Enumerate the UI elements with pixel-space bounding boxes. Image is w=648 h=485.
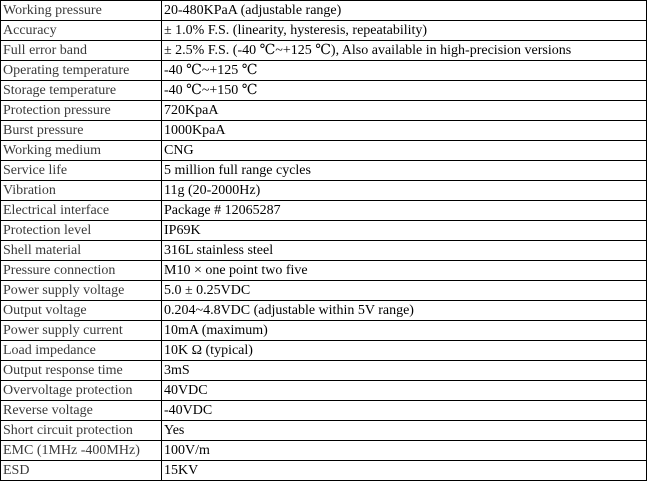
parameter-value-cell: 11g (20-2000Hz)	[162, 181, 647, 201]
parameter-value-cell: CNG	[162, 141, 647, 161]
parameter-value-cell: M10 × one point two five	[162, 261, 647, 281]
parameter-name-cell: Protection level	[1, 221, 162, 241]
parameter-name-cell: Protection pressure	[1, 101, 162, 121]
parameter-name-cell: Service life	[1, 161, 162, 181]
parameter-value-cell: -40VDC	[162, 401, 647, 421]
parameter-name-cell: Short circuit protection	[1, 421, 162, 441]
parameter-name-cell: Electrical interface	[1, 201, 162, 221]
table-row	[1, 341, 647, 361]
parameter-name-cell: Working pressure	[1, 1, 162, 21]
parameter-name-cell: Operating temperature	[1, 61, 162, 81]
parameter-value-cell: ± 1.0% F.S. (linearity, hysteresis, repeatability)	[162, 21, 647, 41]
table-row	[1, 41, 647, 61]
parameter-name-cell: Working medium	[1, 141, 162, 161]
table-row	[1, 81, 647, 101]
table-row	[1, 361, 647, 381]
table-row	[1, 321, 647, 341]
table-row	[1, 121, 647, 141]
parameter-value-cell: 20-480KPaA (adjustable range)	[162, 1, 647, 21]
table-row	[1, 401, 647, 421]
parameter-name-cell: Output response time	[1, 361, 162, 381]
parameter-value-cell: Package # 12065287	[162, 201, 647, 221]
spec-table-body	[1, 1, 647, 481]
parameter-value-cell: 1000KpaA	[162, 121, 647, 141]
parameter-value-cell: 100V/m	[162, 441, 647, 461]
parameter-name-cell: Vibration	[1, 181, 162, 201]
parameter-name-cell: Pressure connection	[1, 261, 162, 281]
parameter-name-cell: Accuracy	[1, 21, 162, 41]
parameter-value-cell: 720KpaA	[162, 101, 647, 121]
table-row	[1, 141, 647, 161]
parameter-value-cell: 40VDC	[162, 381, 647, 401]
parameter-value-cell: -40 ℃~+125 ℃	[162, 61, 647, 81]
parameter-name-cell: Power supply voltage	[1, 281, 162, 301]
table-row	[1, 181, 647, 201]
parameter-name-cell: Output voltage	[1, 301, 162, 321]
parameter-value-cell: IP69K	[162, 221, 647, 241]
table-row	[1, 441, 647, 461]
table-row	[1, 201, 647, 221]
parameter-name-cell: Storage temperature	[1, 81, 162, 101]
parameter-name-cell: Power supply current	[1, 321, 162, 341]
parameter-value-cell: ± 2.5% F.S. (-40 ℃~+125 ℃), Also available in high-precision versions	[162, 41, 647, 61]
table-row	[1, 301, 647, 321]
parameter-name-cell: Shell material	[1, 241, 162, 261]
table-row	[1, 381, 647, 401]
parameter-value-cell: Yes	[162, 421, 647, 441]
parameter-value-cell: 15KV	[162, 461, 647, 481]
parameter-value-cell: 3mS	[162, 361, 647, 381]
table-row	[1, 101, 647, 121]
parameter-name-cell: Burst pressure	[1, 121, 162, 141]
table-row	[1, 261, 647, 281]
parameter-value-cell: 0.204~4.8VDC (adjustable within 5V range)	[162, 301, 647, 321]
table-row	[1, 161, 647, 181]
parameter-value-cell: 10K Ω (typical)	[162, 341, 647, 361]
table-row	[1, 241, 647, 261]
parameter-value-cell: -40 ℃~+150 ℃	[162, 81, 647, 101]
parameter-name-cell: Reverse voltage	[1, 401, 162, 421]
table-row	[1, 21, 647, 41]
parameter-value-cell: 5.0 ± 0.25VDC	[162, 281, 647, 301]
parameter-value-cell: 316L stainless steel	[162, 241, 647, 261]
parameter-value-cell: 5 million full range cycles	[162, 161, 647, 181]
parameter-name-cell: ESD	[1, 461, 162, 481]
parameter-name-cell: Load impedance	[1, 341, 162, 361]
table-row	[1, 461, 647, 481]
parameter-name-cell: Full error band	[1, 41, 162, 61]
parameter-name-cell: EMC (1MHz -400MHz)	[1, 441, 162, 461]
table-row	[1, 281, 647, 301]
table-row	[1, 221, 647, 241]
table-row	[1, 1, 647, 21]
parameter-name-cell: Overvoltage protection	[1, 381, 162, 401]
parameter-value-cell: 10mA (maximum)	[162, 321, 647, 341]
table-row	[1, 421, 647, 441]
table-row	[1, 61, 647, 81]
